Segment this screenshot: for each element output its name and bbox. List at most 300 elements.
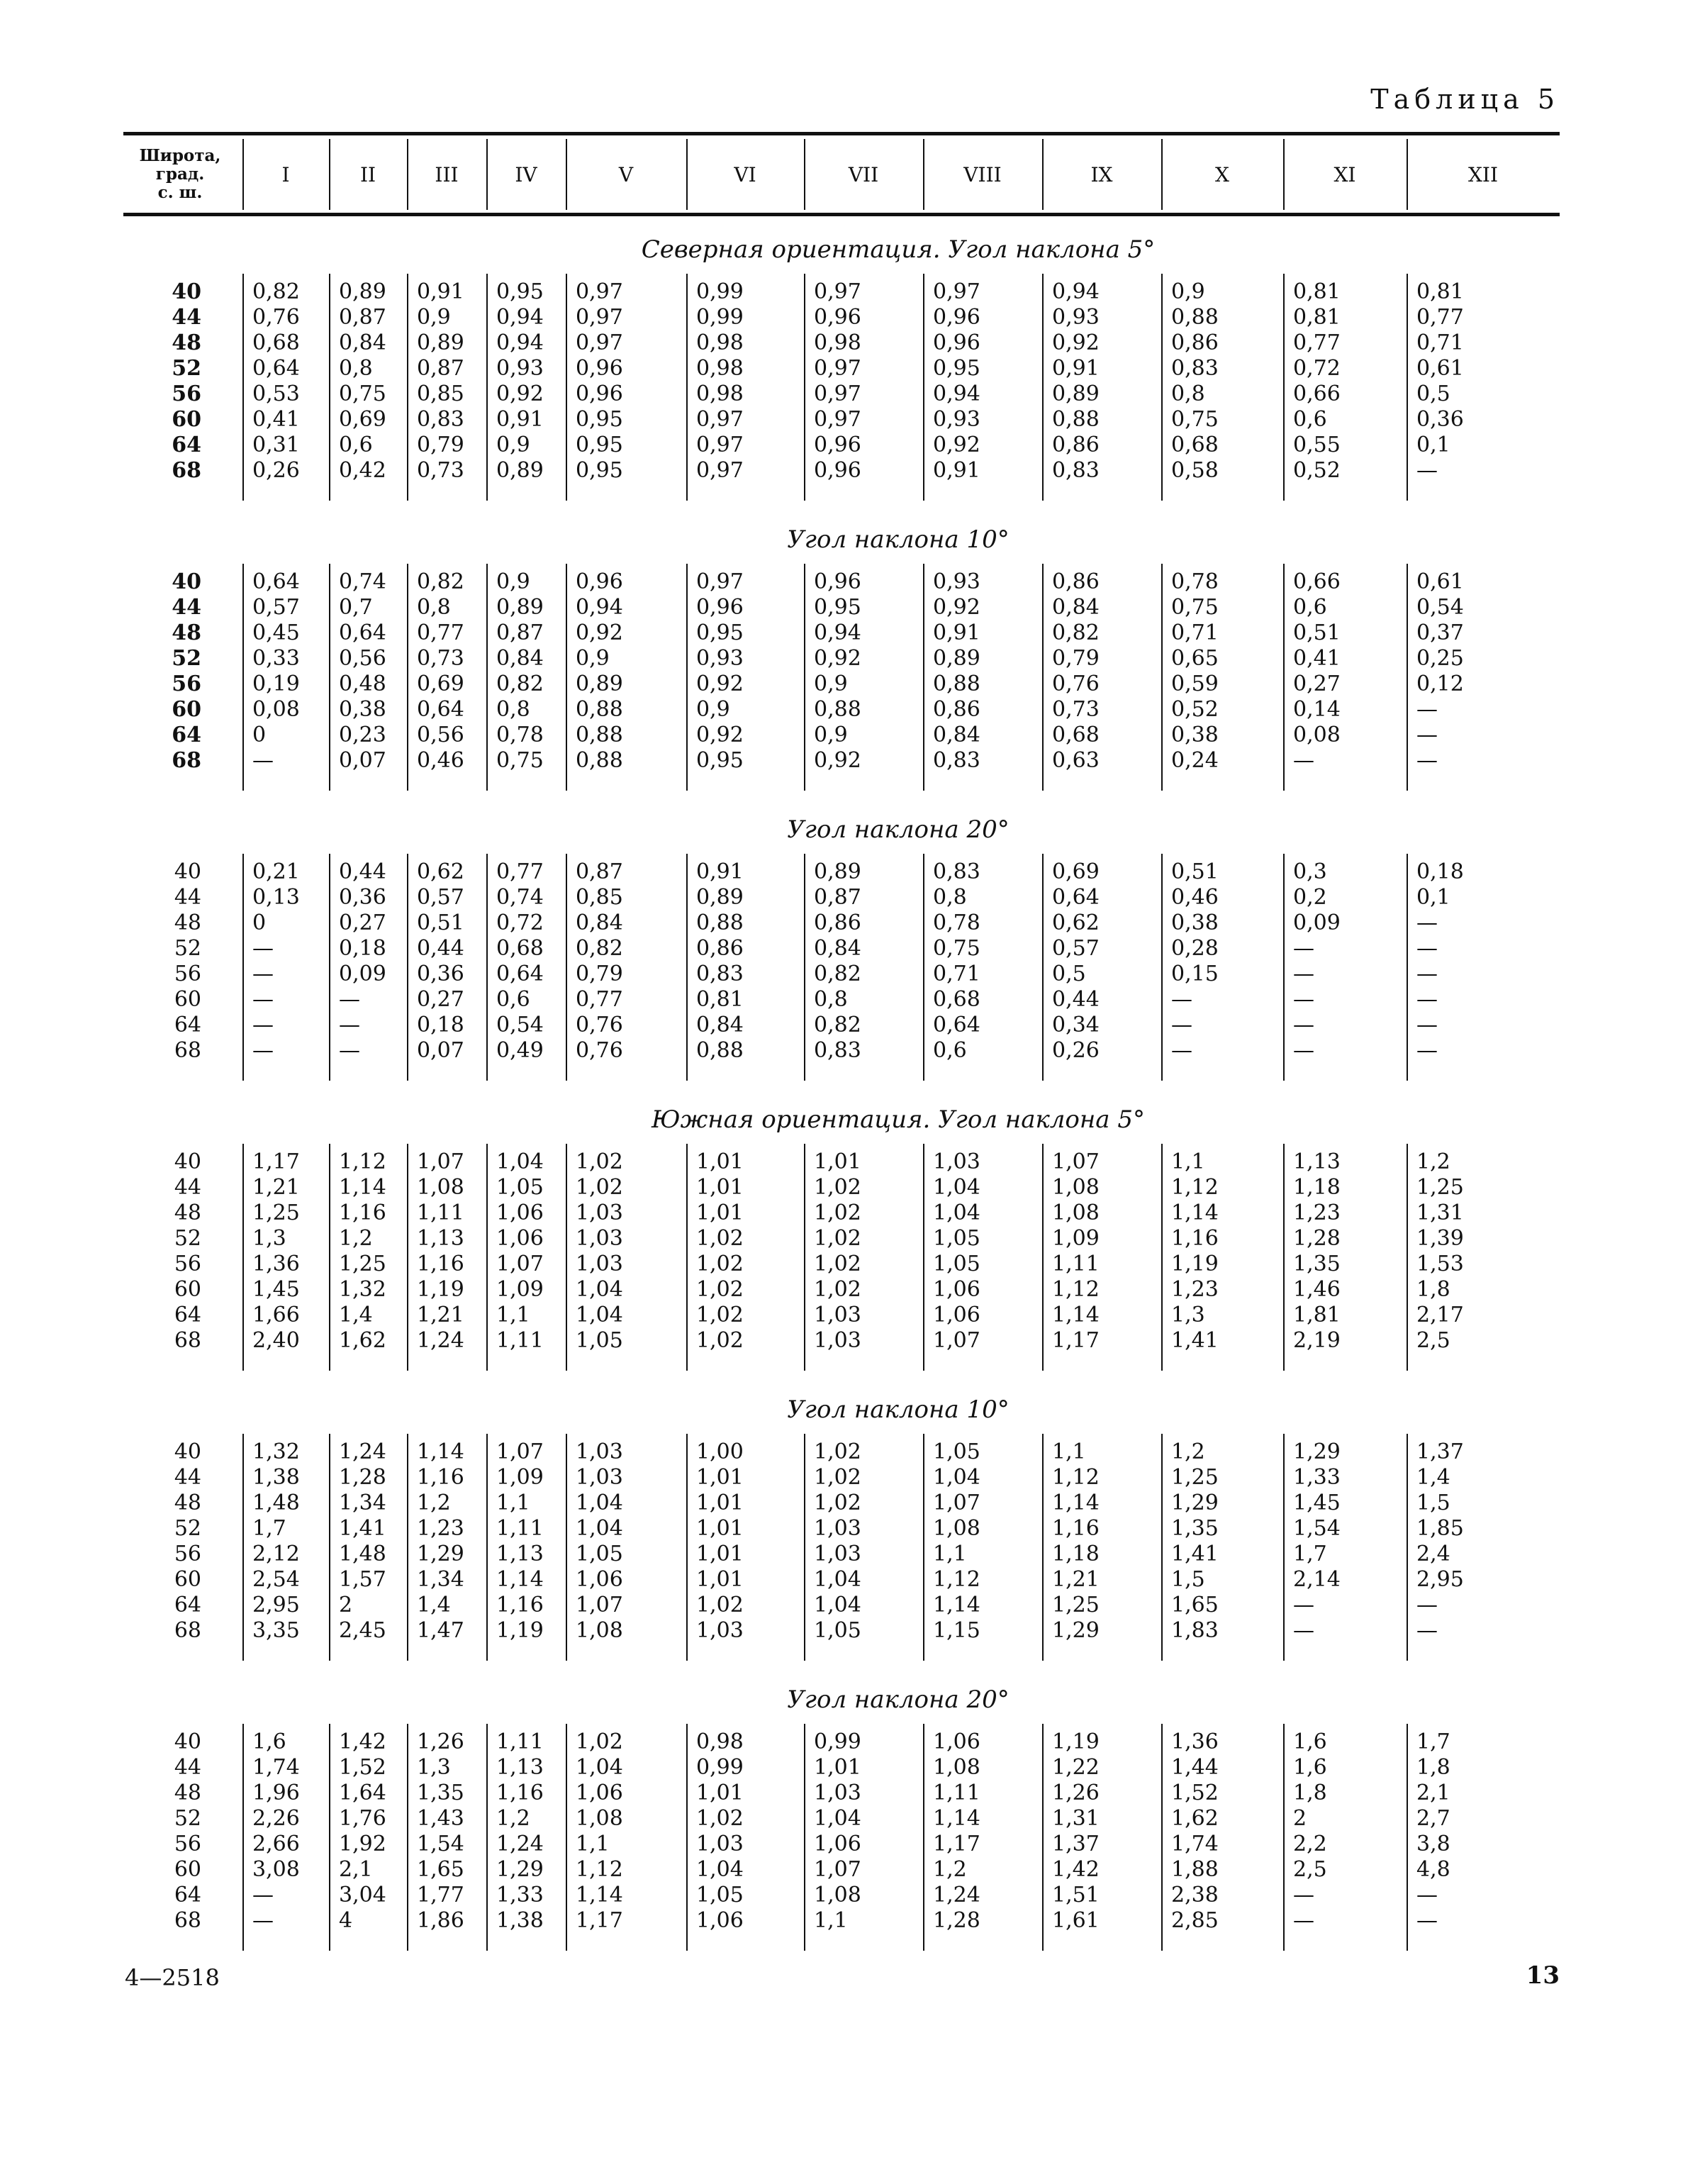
value-cell: 1,09: [496, 1277, 544, 1302]
value-cell: 1,42: [1052, 1857, 1100, 1882]
value-cell: 0,86: [933, 697, 980, 722]
value-cell: 0,73: [417, 646, 464, 671]
value-cell: 0,95: [576, 433, 623, 457]
value-cell: 1,08: [814, 1883, 861, 1907]
value-cell: 1,11: [933, 1781, 980, 1805]
value-cell: 0,72: [1293, 356, 1341, 381]
value-cell: 0,14: [1293, 697, 1341, 722]
value-column-2: [339, 1439, 386, 1644]
value-column-6: [696, 279, 744, 484]
value-cell: 0,92: [696, 723, 744, 747]
value-cell: 0,52: [1171, 697, 1219, 722]
value-cell: 0,57: [252, 595, 300, 620]
value-cell: 1,04: [814, 1806, 861, 1831]
latitude-cell: 68: [172, 458, 201, 483]
value-column-11: [1293, 1729, 1327, 1934]
value-cell: 2,1: [339, 1857, 373, 1882]
value-cell: —: [1416, 1883, 1438, 1907]
value-cell: 0,53: [252, 381, 300, 406]
value-cell: 0,83: [933, 748, 980, 773]
column-divider: [486, 1434, 488, 1661]
header-rule: [123, 213, 1560, 216]
value-cell: 0,86: [696, 936, 744, 961]
value-cell: 2,38: [1171, 1883, 1219, 1907]
value-cell: 0,97: [814, 407, 861, 432]
value-cell: 1,7: [1416, 1729, 1450, 1754]
value-cell: 1,09: [496, 1465, 544, 1490]
value-cell: 1,52: [339, 1755, 386, 1780]
column-divider: [686, 1724, 688, 1951]
column-divider: [804, 1144, 805, 1371]
column-divider: [566, 564, 567, 791]
value-column-8: [933, 1439, 980, 1644]
value-cell: 0,81: [1416, 279, 1464, 304]
value-cell: 1,07: [1052, 1149, 1100, 1174]
column-divider: [329, 854, 330, 1081]
value-cell: 1,02: [814, 1226, 861, 1251]
value-cell: 1,86: [417, 1908, 464, 1933]
value-cell: 1,41: [339, 1516, 386, 1541]
value-cell: 0,65: [1171, 646, 1219, 671]
value-column-4: [496, 859, 544, 1064]
value-cell: 1,52: [1171, 1781, 1219, 1805]
value-cell: 1,38: [252, 1465, 300, 1490]
latitude-header: [123, 136, 237, 213]
value-cell: 1,13: [496, 1542, 544, 1566]
section-title: Северная ориентация. Угол наклона 5°: [641, 235, 1156, 264]
value-column-2: [339, 279, 386, 484]
value-cell: 1,03: [814, 1328, 861, 1353]
value-cell: 1,48: [339, 1542, 386, 1566]
header-divider: [923, 139, 924, 210]
table-caption: Таблица 5: [1370, 84, 1560, 115]
column-divider: [1042, 1434, 1044, 1661]
value-cell: 0,9: [814, 723, 848, 747]
latitude-cell: 60: [174, 1277, 201, 1302]
value-cell: 0,41: [252, 407, 300, 432]
month-header-3: III: [435, 162, 459, 186]
value-cell: 1,65: [1171, 1593, 1219, 1617]
value-cell: 1,11: [417, 1200, 464, 1225]
value-cell: 1,23: [1293, 1200, 1341, 1225]
value-cell: 1,57: [339, 1567, 386, 1592]
value-cell: 0,84: [933, 723, 980, 747]
value-cell: 0,79: [1052, 646, 1100, 671]
value-column-5: [576, 569, 623, 774]
value-cell: 1,85: [1416, 1516, 1464, 1541]
value-cell: 2,40: [252, 1328, 300, 1353]
month-header-6: VI: [734, 162, 756, 186]
value-column-12: [1416, 569, 1464, 774]
value-cell: —: [252, 936, 274, 961]
value-column-6: [696, 1729, 744, 1934]
value-cell: 2,14: [1293, 1567, 1341, 1592]
latitude-cell: 56: [174, 1542, 201, 1566]
latitude-cell: 68: [174, 1038, 201, 1063]
value-cell: 0,74: [339, 569, 386, 594]
column-divider: [329, 1144, 330, 1371]
column-divider: [804, 854, 805, 1081]
value-cell: 0,3: [1293, 859, 1327, 884]
column-divider: [1042, 1144, 1044, 1371]
value-cell: 1,18: [1052, 1542, 1100, 1566]
value-cell: 1,29: [1171, 1491, 1219, 1515]
value-cell: 0,9: [696, 697, 730, 722]
value-cell: —: [252, 987, 274, 1012]
value-cell: —: [1293, 1883, 1314, 1907]
value-column-1: [252, 1149, 300, 1354]
value-cell: 1,29: [1052, 1618, 1100, 1643]
value-cell: 1,14: [496, 1567, 544, 1592]
latitude-cell: 48: [174, 1491, 201, 1515]
value-cell: 0,75: [496, 748, 544, 773]
value-cell: 0,88: [933, 672, 980, 696]
value-cell: 1,19: [1052, 1729, 1100, 1754]
value-column-9: [1052, 1729, 1100, 1934]
value-cell: 0,74: [496, 885, 544, 910]
month-header-10: X: [1215, 162, 1229, 186]
value-cell: 0,55: [1293, 433, 1341, 457]
value-cell: 1,07: [496, 1439, 544, 1464]
column-divider: [686, 564, 688, 791]
value-cell: 0,98: [696, 330, 744, 355]
value-cell: 0,87: [576, 859, 623, 884]
value-cell: 1,02: [696, 1226, 744, 1251]
value-cell: 1,04: [576, 1516, 623, 1541]
latitude-cell: 48: [174, 1781, 201, 1805]
value-cell: 1,32: [339, 1277, 386, 1302]
value-column-9: [1052, 1149, 1100, 1354]
value-cell: 1,28: [1293, 1226, 1341, 1251]
value-cell: 1,04: [933, 1175, 980, 1200]
value-cell: 0,64: [339, 620, 386, 645]
latitude-cell: 60: [172, 697, 201, 722]
value-cell: 1,53: [1416, 1252, 1464, 1276]
value-cell: 1,3: [1171, 1303, 1205, 1327]
value-cell: 1,48: [252, 1491, 300, 1515]
value-cell: 1,41: [1171, 1542, 1219, 1566]
value-cell: 1,14: [1052, 1303, 1100, 1327]
value-column-6: [696, 859, 744, 1064]
latitude-cell: 52: [172, 356, 201, 381]
value-cell: 1,08: [576, 1806, 623, 1831]
value-cell: 1,34: [417, 1567, 464, 1592]
section-title: Угол наклона 10°: [787, 525, 1010, 554]
value-cell: 0,97: [576, 279, 623, 304]
value-cell: 0,92: [1052, 330, 1100, 355]
value-cell: 1,12: [933, 1567, 980, 1592]
latitude-header-line-3: с. ш.: [157, 183, 203, 202]
value-cell: 1,06: [496, 1226, 544, 1251]
value-cell: 1,02: [576, 1729, 623, 1754]
value-cell: 0,86: [1052, 569, 1100, 594]
latitude-cell: 56: [174, 1252, 201, 1276]
value-cell: 0,26: [252, 458, 300, 483]
value-cell: 0,96: [933, 330, 980, 355]
value-cell: —: [1416, 748, 1438, 773]
latitude-cell: 60: [172, 407, 201, 432]
value-column-3: [417, 569, 464, 774]
value-cell: —: [1293, 1908, 1314, 1933]
value-cell: 2,95: [252, 1593, 300, 1617]
value-cell: —: [1293, 962, 1314, 986]
value-cell: 0,95: [496, 279, 544, 304]
value-cell: 0,44: [417, 936, 464, 961]
value-cell: 1,41: [1171, 1328, 1219, 1353]
column-divider: [686, 854, 688, 1081]
value-cell: 1,14: [1052, 1491, 1100, 1515]
value-cell: 4,8: [1416, 1857, 1450, 1882]
latitude-cell: 64: [174, 1883, 201, 1907]
value-cell: 0,28: [1171, 936, 1219, 961]
value-cell: 1,07: [933, 1491, 980, 1515]
value-cell: 0,81: [1293, 305, 1341, 330]
value-cell: 1,5: [1416, 1491, 1450, 1515]
value-cell: —: [1416, 723, 1438, 747]
value-cell: 1,19: [496, 1618, 544, 1643]
value-cell: 1,04: [496, 1149, 544, 1174]
column-divider: [242, 1144, 244, 1371]
value-cell: 1,2: [496, 1806, 530, 1831]
value-cell: 1,13: [1293, 1149, 1341, 1174]
value-cell: 0,26: [1052, 1038, 1100, 1063]
header-divider: [242, 139, 244, 210]
value-cell: 0,87: [496, 620, 544, 645]
value-cell: 0,97: [696, 458, 744, 483]
value-cell: 0,96: [933, 305, 980, 330]
value-column-7: [814, 279, 861, 484]
value-cell: 0,91: [933, 620, 980, 645]
value-cell: 1,01: [696, 1542, 744, 1566]
value-cell: 1,04: [814, 1593, 861, 1617]
value-cell: 1,64: [339, 1781, 386, 1805]
latitude-cell: 48: [172, 620, 201, 645]
value-cell: 1,03: [933, 1149, 980, 1174]
value-cell: 0: [252, 910, 267, 935]
value-column-10: [1171, 1439, 1219, 1644]
value-cell: 1,8: [1293, 1781, 1327, 1805]
value-cell: 0,88: [1052, 407, 1100, 432]
value-cell: 0,76: [252, 305, 300, 330]
value-cell: 0,92: [576, 620, 623, 645]
latitude-cell: 40: [174, 1439, 201, 1464]
value-cell: 1,01: [696, 1491, 744, 1515]
value-cell: 0,6: [1293, 407, 1327, 432]
value-cell: 0,92: [814, 646, 861, 671]
value-cell: 1,16: [417, 1465, 464, 1490]
column-divider: [242, 1724, 244, 1951]
value-cell: 0,8: [339, 356, 373, 381]
value-cell: 1,21: [252, 1175, 300, 1200]
value-cell: 1,46: [1293, 1277, 1341, 1302]
value-cell: 1,00: [696, 1439, 744, 1464]
value-cell: 0,64: [933, 1013, 980, 1037]
latitude-column: [130, 1729, 201, 1934]
value-cell: 0,8: [933, 885, 967, 910]
value-cell: —: [1416, 1593, 1438, 1617]
column-divider: [923, 1724, 924, 1951]
value-cell: 2,4: [1416, 1542, 1450, 1566]
value-column-8: [933, 569, 980, 774]
value-cell: —: [1416, 987, 1438, 1012]
value-cell: 1,24: [496, 1832, 544, 1856]
value-cell: 0,46: [1171, 885, 1219, 910]
value-cell: 1,45: [252, 1277, 300, 1302]
value-cell: —: [1293, 1618, 1314, 1643]
value-cell: 0,37: [1416, 620, 1464, 645]
value-cell: 2: [1293, 1806, 1307, 1831]
value-cell: 0,31: [252, 433, 300, 457]
value-cell: 0,51: [1293, 620, 1341, 645]
value-cell: 2,17: [1416, 1303, 1464, 1327]
value-cell: —: [1416, 697, 1438, 722]
value-cell: 1,01: [696, 1781, 744, 1805]
value-cell: 2,45: [339, 1618, 386, 1643]
value-cell: 0,96: [814, 458, 861, 483]
value-cell: 1,29: [417, 1542, 464, 1566]
value-cell: 2,12: [252, 1542, 300, 1566]
value-cell: 1,1: [576, 1832, 610, 1856]
column-divider: [923, 274, 924, 501]
value-cell: 1,42: [339, 1729, 386, 1754]
value-column-1: [252, 859, 300, 1064]
value-column-1: [252, 1729, 300, 1934]
value-cell: 1,35: [417, 1781, 464, 1805]
value-cell: —: [252, 1038, 274, 1063]
value-cell: 1,8: [1416, 1755, 1450, 1780]
value-cell: 1,24: [339, 1439, 386, 1464]
column-divider: [1407, 1724, 1408, 1951]
value-column-12: [1416, 1439, 1464, 1644]
value-cell: 0,9: [496, 433, 530, 457]
value-column-1: [252, 279, 300, 484]
value-cell: 1,05: [576, 1542, 623, 1566]
value-cell: 0,57: [1052, 936, 1100, 961]
value-cell: 0,82: [496, 672, 544, 696]
value-cell: 0,97: [814, 279, 861, 304]
value-column-8: [933, 1149, 980, 1354]
value-cell: 1,08: [1052, 1200, 1100, 1225]
value-cell: 0,86: [1171, 330, 1219, 355]
value-cell: 1,03: [576, 1200, 623, 1225]
value-cell: 1,01: [696, 1200, 744, 1225]
value-cell: 1,07: [576, 1593, 623, 1617]
latitude-cell: 60: [174, 1567, 201, 1592]
value-cell: 3,08: [252, 1857, 300, 1882]
value-cell: 1,08: [576, 1618, 623, 1643]
value-cell: 0,66: [1293, 569, 1341, 594]
value-cell: 0,6: [933, 1038, 967, 1063]
column-divider: [242, 564, 244, 791]
column-divider: [1161, 274, 1163, 501]
latitude-cell: 40: [172, 279, 201, 304]
column-divider: [486, 564, 488, 791]
value-cell: 1,02: [696, 1277, 744, 1302]
value-cell: 0,99: [814, 1729, 861, 1754]
value-column-10: [1171, 1149, 1219, 1354]
value-cell: 0,5: [1416, 381, 1450, 406]
value-cell: 1,16: [417, 1252, 464, 1276]
value-cell: 1,06: [496, 1200, 544, 1225]
value-column-7: [814, 1439, 861, 1644]
value-column-4: [496, 569, 544, 774]
table-section: [123, 1680, 1560, 1970]
value-cell: 2,2: [1293, 1832, 1327, 1856]
value-cell: 0,56: [417, 723, 464, 747]
column-divider: [686, 1434, 688, 1661]
table-section: [123, 520, 1560, 810]
value-cell: 0,91: [496, 407, 544, 432]
value-cell: 0,98: [814, 330, 861, 355]
value-cell: 0,45: [252, 620, 300, 645]
value-cell: 0,62: [1052, 910, 1100, 935]
value-cell: 0,61: [1416, 356, 1464, 381]
value-cell: 0,71: [1171, 620, 1219, 645]
value-column-12: [1416, 1729, 1450, 1934]
latitude-cell: 52: [174, 1806, 201, 1831]
month-header-12: XII: [1467, 162, 1499, 186]
value-cell: 2,85: [1171, 1908, 1219, 1933]
value-cell: 1,02: [814, 1491, 861, 1515]
value-column-5: [576, 1149, 623, 1354]
value-cell: 0,94: [496, 330, 544, 355]
value-cell: 1,28: [339, 1465, 386, 1490]
value-cell: 0,64: [252, 569, 300, 594]
column-divider: [329, 274, 330, 501]
value-cell: 1,62: [1171, 1806, 1219, 1831]
value-cell: 1,02: [814, 1175, 861, 1200]
value-cell: 0,69: [339, 407, 386, 432]
value-cell: 0,8: [1171, 381, 1205, 406]
value-cell: 0,38: [1171, 910, 1219, 935]
column-divider: [1283, 1434, 1285, 1661]
value-cell: 0,41: [1293, 646, 1341, 671]
value-cell: 1,05: [933, 1439, 980, 1464]
value-cell: 0,71: [933, 962, 980, 986]
latitude-cell: 44: [174, 1465, 201, 1490]
value-cell: 0,93: [696, 646, 744, 671]
value-cell: 1,81: [1293, 1303, 1341, 1327]
value-cell: 0,78: [933, 910, 980, 935]
value-cell: 2,19: [1293, 1328, 1341, 1353]
value-column-4: [496, 1439, 544, 1644]
value-cell: 1,29: [1293, 1439, 1341, 1464]
value-column-8: [933, 1729, 980, 1934]
value-cell: 0,62: [417, 859, 464, 884]
value-cell: 1,1: [814, 1908, 848, 1933]
header-divider: [1283, 139, 1285, 210]
value-cell: 0,97: [814, 356, 861, 381]
section-title: Угол наклона 20°: [787, 1686, 1010, 1714]
column-divider: [1407, 1144, 1408, 1371]
value-cell: 1,19: [1171, 1252, 1219, 1276]
value-cell: 0,89: [696, 885, 744, 910]
value-cell: 1,21: [1052, 1567, 1100, 1592]
value-cell: 1,88: [1171, 1857, 1219, 1882]
column-divider: [804, 1434, 805, 1661]
value-cell: 1,08: [933, 1755, 980, 1780]
value-cell: 1,05: [814, 1618, 861, 1643]
value-cell: 1,02: [696, 1593, 744, 1617]
value-cell: 0,83: [814, 1038, 861, 1063]
value-cell: 0,85: [576, 885, 623, 910]
value-cell: 1,2: [417, 1491, 451, 1515]
latitude-column: [130, 1149, 201, 1354]
latitude-cell: 48: [174, 1200, 201, 1225]
value-cell: 0,84: [496, 646, 544, 671]
value-cell: 0: [252, 723, 267, 747]
value-cell: —: [252, 748, 274, 773]
